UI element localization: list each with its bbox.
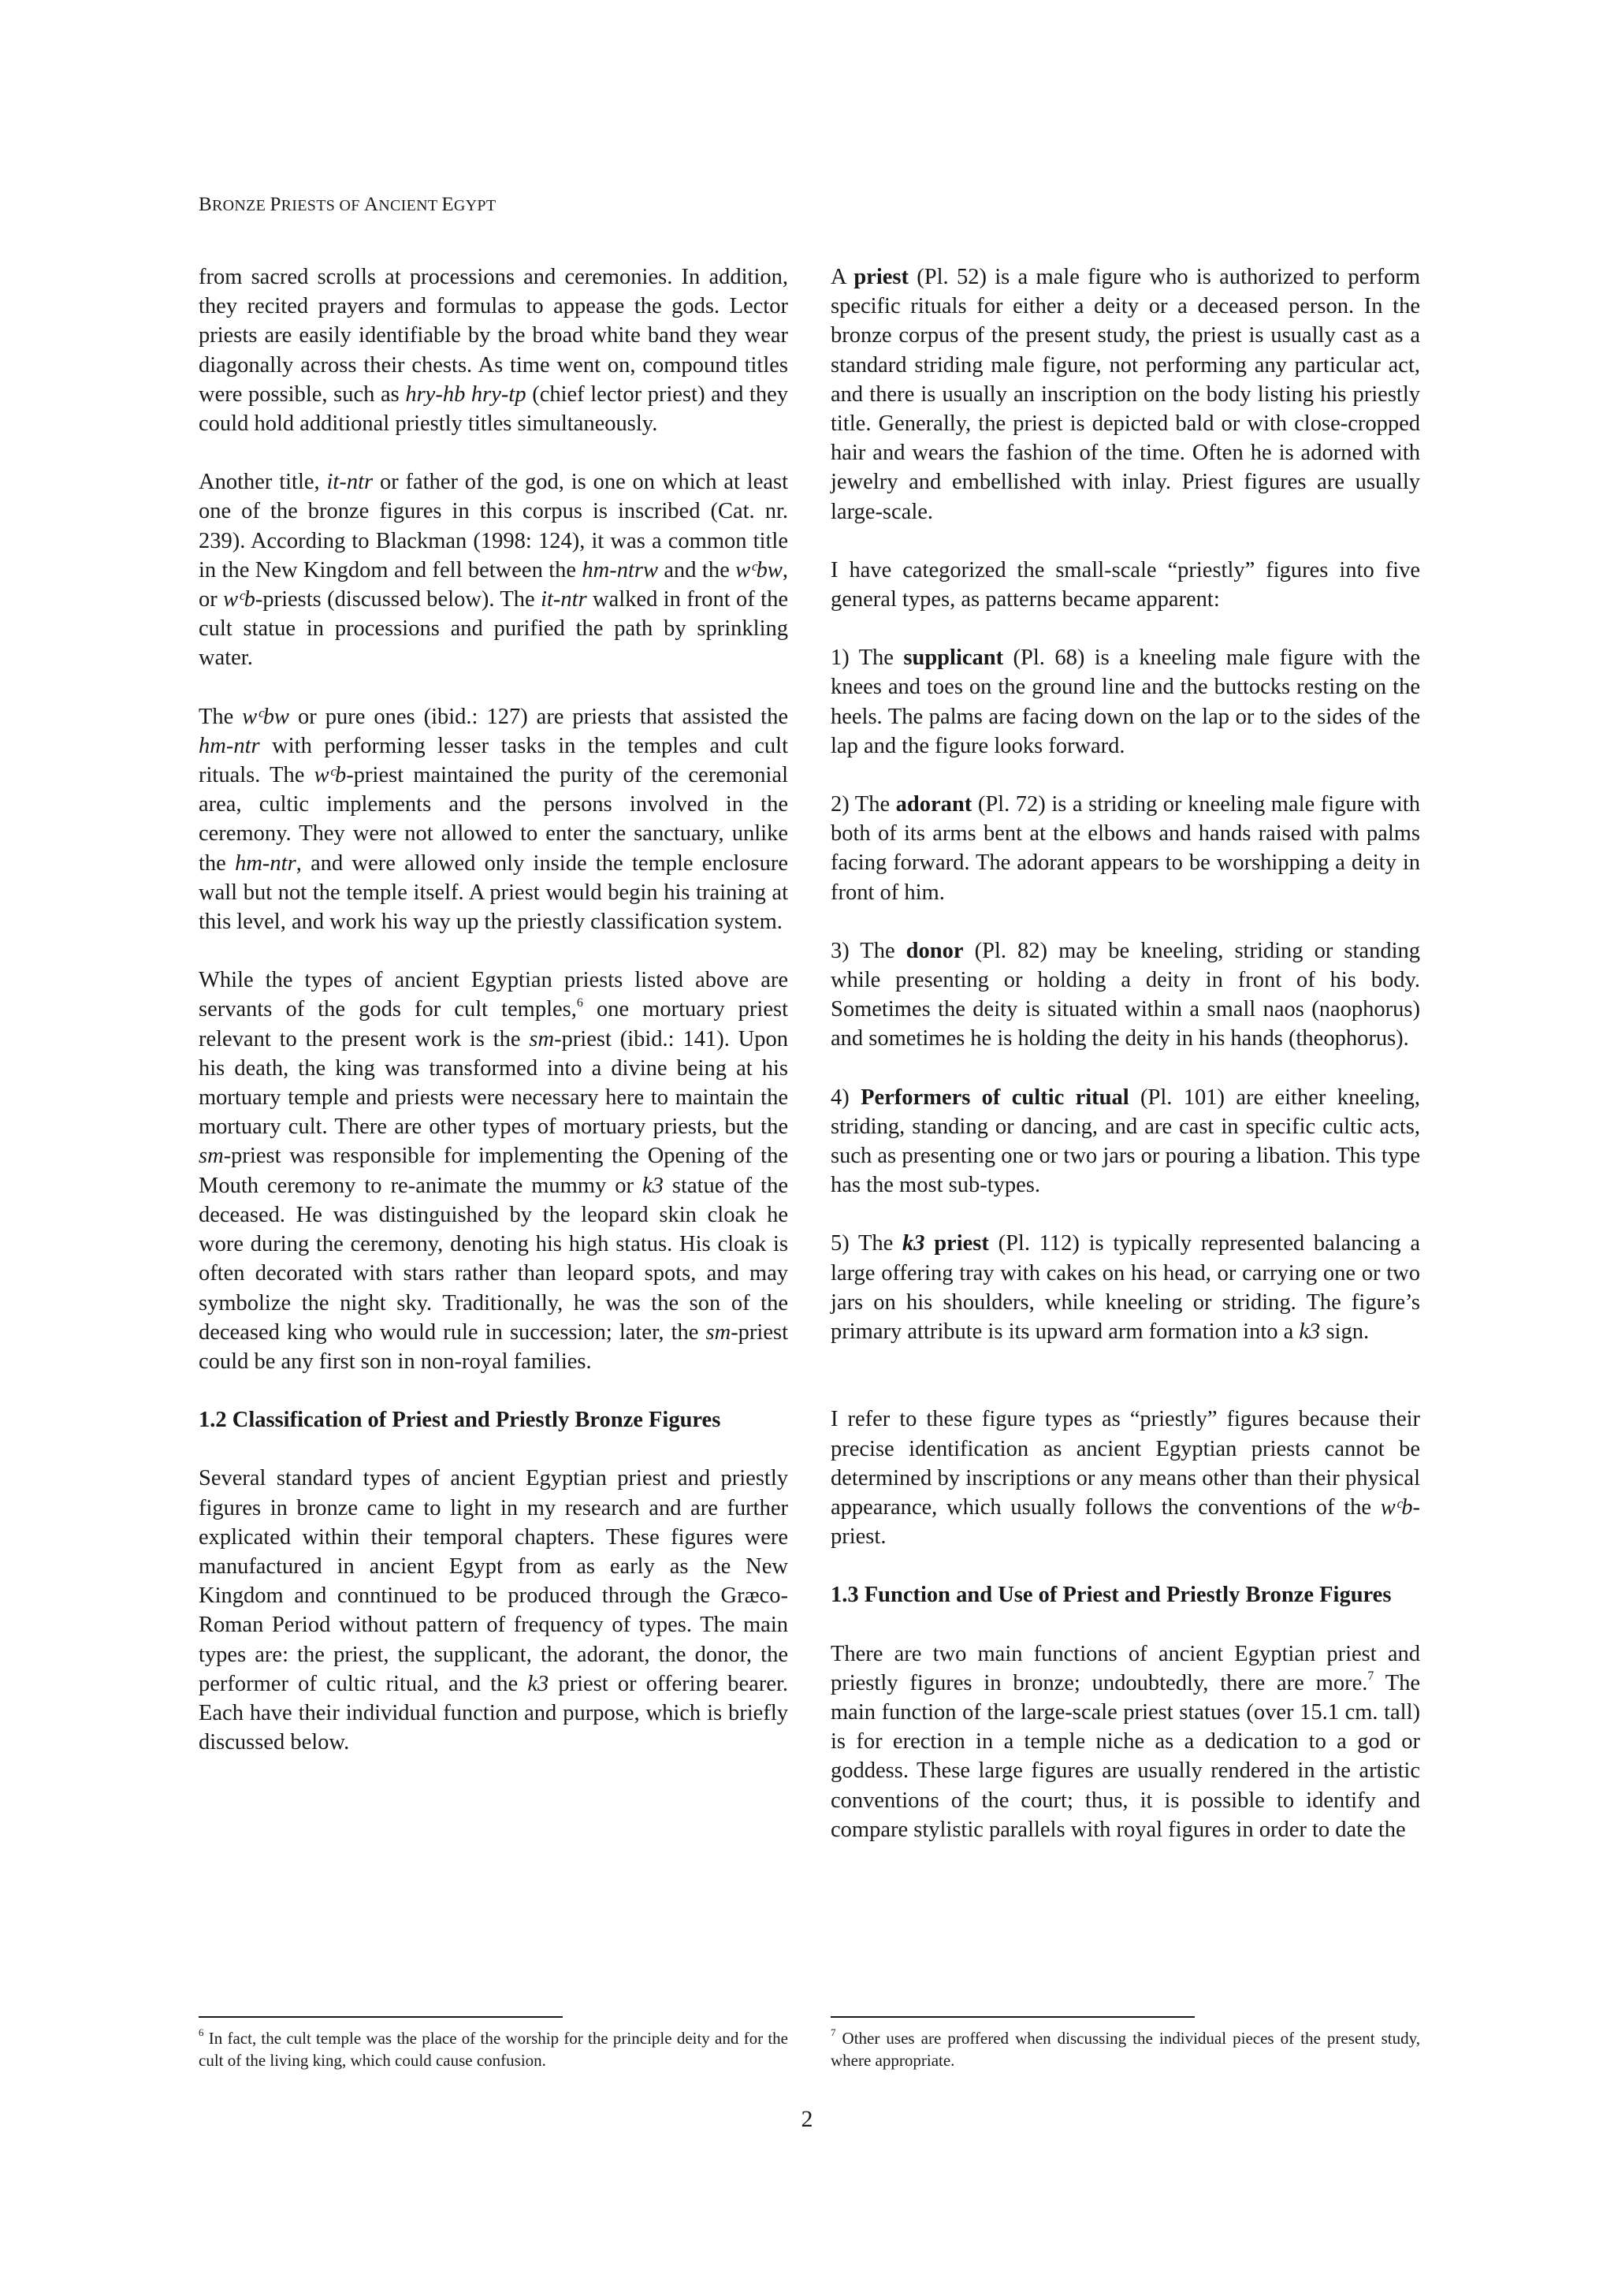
paragraph: I refer to these figure types as “priestly” figures because their precise identification as ancient Egyptian priests cannot be determined by inscriptions or any means other than their physical appearance, which usually follows the conventions of the wᶜb-priest. <box>831 1407 1420 1550</box>
section-heading: 1.3 Function and Use of Priest and Priestly Bronze Figures <box>831 1583 1392 1608</box>
footnote-7: $^7$ Other uses are proffered when discussing the individual pieces of the present study, where appropriate. <box>831 2026 1420 2070</box>
list-item: 3) The donor (Pl. 82) may be kneeling, striding or standing while presenting or holding a deity in front of his body. Sometimes the deity is situated within a small naos (naophorus) and sometimes he is holding the deity in his hands (theophorus). <box>831 938 1420 1051</box>
paragraph: Several standard types of ancient Egyptian priest and priestly figures in bronze came to light in my research and are further explicated within their temporal chapters. These figures were manufactured in ancient Egypt from as early as the New Kingdom and conntinued to be produced through the Græco-Roman Period without pattern of frequency of types. The main types are: the priest, the supplicant, the adorant, the donor, the performer of cultic ritual, and the k3 priest or offering bearer. Each have their individual function and purpose, which is briefly discussed below. <box>199 1466 788 1755</box>
paragraph: I have categorized the small-scale “priestly” figures into five general types, as patterns became apparent: <box>831 557 1420 612</box>
list-item: 4) Performers of cultic ritual (Pl. 101) are either kneeling, striding, standing or dancing, and are cast in specific cultic acts, such as presenting one or two jars or pouring a libation. This type has the most sub-types. <box>831 1085 1420 1198</box>
paragraph: There are two main functions of ancient Egyptian priest and priestly figures in bronze; undoubtedly, there are more.$^7$ The main function of the large-scale priest statues (over 15.1 cm. tall) is for erection in a temple niche as a dedication to a god or goddess. These large figures are usually rendered in the artistic conventions of the court; thus, it is possible to identify and compare stylistic parallels with royal figures in order to date the <box>831 1641 1420 1842</box>
section-heading: 1.2 Classification of Priest and Priestly Bronze Figures <box>199 1408 721 1433</box>
paragraph: A priest (Pl. 52) is a male figure who is authorized to perform specific rituals for either a deity or a deceased person. In the bronze corpus of the present study, the priest is usually cast as a standard striding male figure, not performing any particular act, and there is usually an inscription on the body listing his priestly title. Generally, the priest is depicted bald or with close-cropped hair and wears the fashion of the time. Often he is adorned with jewelry and embellished with inlay. Priest figures are usually large-scale. <box>831 265 1421 524</box>
footnote-rule <box>199 2016 563 2018</box>
running-head: BRONZE PRIESTS OF ANCIENT EGYPT <box>199 194 496 215</box>
paragraph: from sacred scrolls at processions and ceremonies. In addition, they recited prayers and formulas to appease the gods. Lector priests are easily identifiable by the broad white band they wear diagonally across their chests. As time went on, compound titles were possible, such as hry-hb hry-tp (chief lector priest) and they could hold additional priestly titles simultaneously. <box>199 265 788 437</box>
list-item: 1) The supplicant (Pl. 68) is a kneeling male figure with the knees and toes on the ground line and the buttocks resting on the heels. The palms are facing down on the lap or to the sides of the lap and the figure looks forward. <box>831 646 1420 758</box>
paragraph: While the types of ancient Egyptian priests listed above are servants of the gods for cult temples,$^6$ one mortuary priest relevant to the present work is the sm-priest (ibid.: 141). Upon his death, the king was transformed into a divine being at his mortuary temple and priests were necessary here to maintain the mortuary cult. There are other types of mortuary priests, but the sm-priest was responsible for implementing the Opening of the Mouth ceremony to re-animate the mummy or k3 statue of the deceased. He was distinguished by the leopard skin cloak he wore during the ceremony, denoting his high status. His cloak is often decorated with stars rather than leopard spots, and may symbolize the night sky. Traditionally, he was the son of the deceased king who would rule in succession; later, the sm-priest could be any first son in non-royal families. <box>199 968 789 1374</box>
footnote-rule <box>831 2016 1195 2018</box>
paragraph: The wᶜbw or pure ones (ibid.: 127) are priests that assisted the hm-ntr with performing lesser tasks in the temples and cult rituals. The wᶜb-priest maintained the purity of the ceremonial area, cultic implements and the persons involved in the ceremony. They were not allowed to enter the sanctuary, unlike the hm-ntr, and were allowed only inside the temple enclosure wall but not the temple itself. A priest would begin his training at this level, and work his way up the priestly classification system. <box>199 704 788 935</box>
right-column <box>831 262 1420 1874</box>
list-item: 2) The adorant (Pl. 72) is a striding or kneeling male figure with both of its arms bent at the elbows and hands raised with palms facing forward. The adorant appears to be worshipping a deity in front of him. <box>831 792 1420 905</box>
left-column <box>199 262 788 1786</box>
page-number: 2 <box>801 2106 813 2132</box>
footnote-6: $^6$ In fact, the cult temple was the place of the worship for the principle deity and for the cult of the living king, which could cause confusion. <box>199 2026 788 2070</box>
list-item: 5) The k3 priest (Pl. 112) is typically represented balancing a large offering tray with cakes on his head, or carrying one or two jars on his shoulders, while kneeling or striding. The figure’s primary attribute is its upward arm formation into a k3 sign. <box>831 1231 1420 1345</box>
paragraph: Another title, it-ntr or father of the god, is one on which at least one of the bronze figures in this corpus is inscribed (Cat. nr. 239). According to Blackman (1998: 124), it was a common title in the New Kingdom and fell between the hm-ntrw and the wᶜbw, or wᶜb-priests (discussed below). The it-ntr walked in front of the cult statue in processions and purified the path by sprinkling water. <box>199 470 788 671</box>
footnote-ref: 7 <box>1367 1669 1374 1684</box>
footnote-ref: 6 <box>576 995 583 1010</box>
